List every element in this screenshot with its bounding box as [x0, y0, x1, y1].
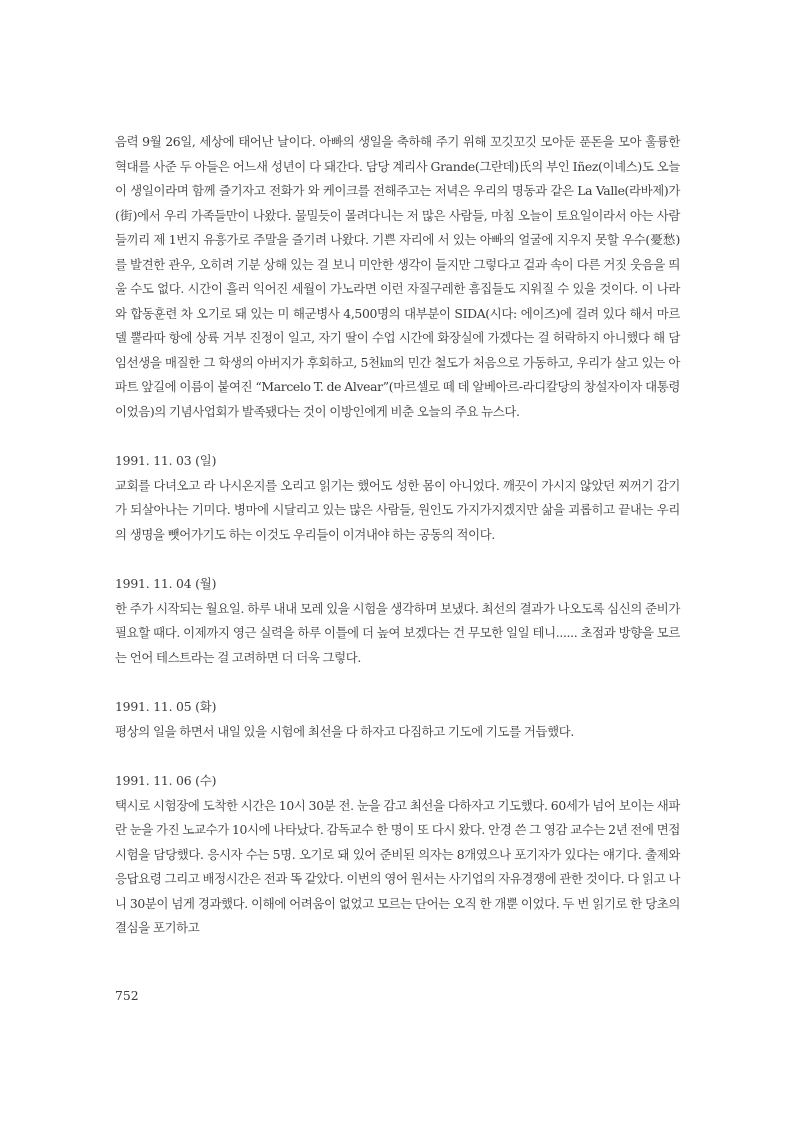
diary-entry	[115, 449, 680, 547]
entry-date: 1991. 11. 03 (일)	[115, 453, 217, 468]
entry-text: 평상의 일을 하면서 내일 있을 시험에 최선을 다 하자고 다짐하고 기도에 기도를 거듭했다.	[115, 723, 574, 739]
page-number: 752	[115, 988, 139, 1003]
diary-entry	[115, 572, 680, 670]
diary-entry	[115, 769, 680, 941]
entry-text: 택시로 시험장에 도착한 시간은 10시 30분 전. 눈을 감고 최선을 다하자고 기도했다. 60세가 넘어 보이는 새파란 눈을 가진 노교수가 10시에 나타났다. 감독교수 한 명이 또 다시 왔다. 안경 쓴 그 영감 교수는 2년 전에 면접시험을 담당했다. 응시자 수는 5명. 오기로 돼 있어 준비된 의자는 8개였으나 포기자가 있다는 얘기다. 출제와 응답요령 그리고 배정시간은 전과 똑 같았다. 이번의 영어 원서는 사기업의 자유경쟁에 관한 것이다. 다 읽고 나니 30분이 넘게 경과했다. 이해에 어려움이 없었고 모르는 단어는 오직 한 개뿐 이었다. 두 번 읽기로 한 당초의 결심을 포기하고	[115, 797, 680, 935]
entry-date: 1991. 11. 05 (화)	[115, 699, 217, 714]
entry-date: 1991. 11. 04 (월)	[115, 576, 217, 591]
entry-date: 1991. 11. 06 (수)	[115, 773, 217, 788]
page-body	[115, 130, 680, 941]
intro-paragraph: 음력 9월 26일, 세상에 태어난 날이다. 아빠의 생일을 축하해 주기 위해 꼬깃꼬깃 모아둔 푼돈을 모아 훌륭한 혁대를 사준 두 아들은 어느새 성년이 다 돼간다. 담당 계리사 Grande(그란데)氏의 부인 Iñez(이녜스)도 오늘이 생일이라며 함께 즐기자고 전화가 와 케이크를 전해주고는 저녁은 우리의 명동과 같은 La Valle(라바제)가(街)에서 우리 가족들만이 나왔다. 물밀듯이 몰려다니는 저 많은 사람들, 마침 오늘이 토요일이라서 아는 사람들끼리 제 1번지 유흥가로 주말을 즐기려 나왔다. 기쁜 자리에 서 있는 아빠의 얼굴에 지우지 못할 우수(憂愁)를 발견한 관우, 오히려 기분 상해 있는 걸 보니 미안한 생각이 들지만 그렇다고 겉과 속이 다른 거짓 웃음을 띄울 수도 없다. 시간이 흘러 익어진 세월이 가노라면 이런 자질구레한 흠집들도 지워질 수 있을 것이다. 이 나라와 합동훈련 차 오기로 돼 있는 미 해군병사 4,500명의 대부분이 SIDA(시다: 에이즈)에 걸려 있다 해서 마르 델 뿔라따 항에 상륙 거부 진정이 일고, 자기 딸이 수업 시간에 화장실에 가겠다는 걸 허락하지 아니했다 해 담임선생을 매질한 그 학생의 아버지가 후회하고, 5천㎞의 민간 철도가 처음으로 가동하고, 우리가 살고 있는 아파트 앞길에 이름이 붙여진 “Marcelo T. de Alvear”(마르셀로 떼 데 알베아르-라디칼당의 창설자이자 대통령이었음)의 기념사업회가 발족됐다는 것이 이방인에게 비춘 오늘의 주요 뉴스다.	[115, 134, 680, 419]
entry-text: 한 주가 시작되는 월요일. 하루 내내 모레 있을 시험을 생각하며 보냈다. 최선의 결과가 나오도록 심신의 준비가 필요할 때다. 이제까지 영근 실력을 하루 이틀에 더 높여 보겠다는 건 무모한 일일 테니...... 초점과 방향을 모르는 언어 테스트라는 걸 고려하면 더 더욱 그렇다.	[115, 600, 680, 665]
entry-text: 교회를 다녀오고 라 나시온지를 오리고 읽기는 했어도 성한 몸이 아니었다. 깨끗이 가시지 않았던 찌꺼기 감기가 되살아나는 기미다. 병마에 시달리고 있는 많은 사람들, 원인도 가지가지겠지만 삶을 괴롭히고 끝내는 우리의 생명을 뺏어가기도 하는 이것도 우리들이 이겨내야 하는 공동의 적이다.	[115, 477, 680, 542]
diary-entry	[115, 695, 680, 744]
